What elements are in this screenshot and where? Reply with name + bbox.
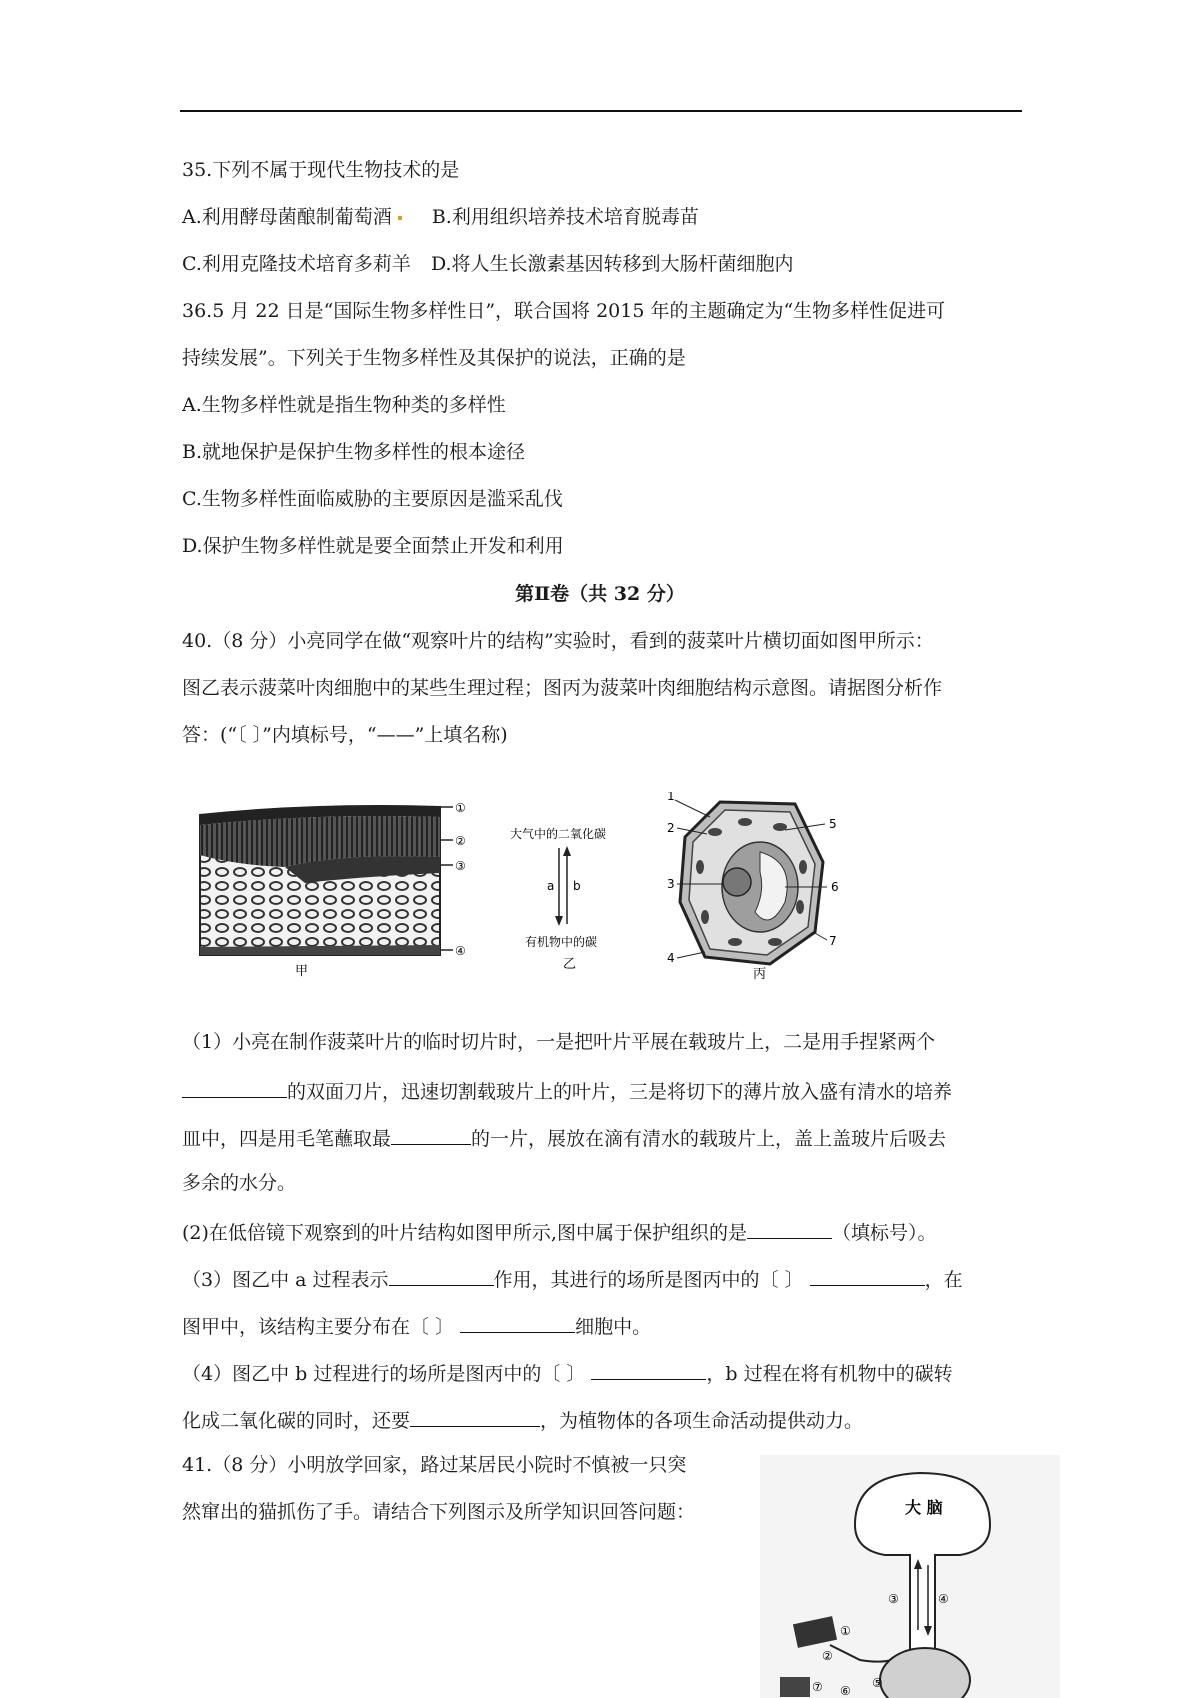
q40-intro-line3: 答：(“〔 〕”内填标号，“——”上填名称) bbox=[182, 724, 508, 746]
speck-mark bbox=[398, 216, 402, 220]
q40-p2 bbox=[182, 1218, 936, 1245]
figure-yi-carbon-process bbox=[505, 820, 640, 970]
reflex-label-4: ④ bbox=[938, 1592, 949, 1606]
jia-label-2: ② bbox=[455, 834, 466, 848]
yi-label-b: b bbox=[573, 879, 581, 893]
brain-label: 大 脑 bbox=[905, 1498, 943, 1517]
q40-intro-line2: 图乙表示菠菜叶肉细胞中的某些生理过程；图丙为菠菜叶肉细胞结构示意图。请据图分析作 bbox=[182, 677, 943, 699]
arrow-up-icon bbox=[563, 846, 571, 856]
q40-p4-start: （4）图乙中 b 过程进行的场所是图丙中的〔 〕 bbox=[182, 1363, 586, 1385]
figure-reflex-arc bbox=[760, 1455, 1060, 1698]
q40-p1-line4: 多余的水分。 bbox=[182, 1172, 297, 1194]
figure-bing-plant-cell bbox=[665, 792, 850, 982]
yi-top-label: 大气中的二氧化碳 bbox=[510, 827, 607, 841]
q40-p3-end: ，在 bbox=[924, 1269, 963, 1291]
q35-option-a: A.利用酵母菌酿制葡萄酒 bbox=[182, 206, 392, 228]
q36-option-b: B.就地保护是保护生物多样性的根本途径 bbox=[182, 441, 526, 463]
q40-p4-line2-end: ，为植物体的各项生命活动提供动力。 bbox=[540, 1410, 864, 1432]
q40-p3-mid: 作用，其进行的场所是图丙中的〔 〕 bbox=[493, 1269, 804, 1291]
q40-p1-line3-start: 皿中，四是用毛笔蘸取最 bbox=[182, 1128, 392, 1150]
bing-label-2: 2 bbox=[667, 821, 675, 835]
yi-caption: 乙 bbox=[563, 957, 577, 970]
q40-p2-start: (2)在低倍镜下观察到的叶片结构如图甲所示,图中属于保护组织的是 bbox=[182, 1222, 747, 1244]
reflex-label-5: ⑤ bbox=[872, 1676, 883, 1690]
q36-stem-line2: 持续发展”。下列关于生物多样性及其保护的说法，正确的是 bbox=[182, 347, 686, 369]
q40-p3-line2-start: 图甲中，该结构主要分布在〔 〕 bbox=[182, 1316, 455, 1338]
q41-stem-line1: 41.（8 分）小明放学回家，路过某居民小院时不慎被一只突 bbox=[182, 1454, 687, 1476]
q35-option-b: B.利用组织培养技术培育脱毒苗 bbox=[431, 206, 699, 228]
q36-option-a: A.生物多样性就是指生物种类的多样性 bbox=[182, 394, 506, 416]
bing-label-7: 7 bbox=[829, 934, 837, 948]
figure-jia-leaf-section bbox=[195, 795, 485, 980]
bing-label-4: 4 bbox=[667, 951, 675, 965]
reflex-label-3: ③ bbox=[888, 1592, 899, 1606]
q36-option-c: C.生物多样性面临威胁的主要原因是滥采乱伐 bbox=[182, 488, 563, 510]
q40-p2-end: （填标号）。 bbox=[831, 1222, 937, 1244]
q40-p4-line2 bbox=[182, 1406, 863, 1433]
q35-options-ab bbox=[182, 205, 699, 229]
q40-p3-line1 bbox=[182, 1265, 963, 1292]
q40-p3-line2 bbox=[182, 1312, 651, 1339]
jia-caption: 甲 bbox=[295, 964, 309, 979]
q40-intro-line1: 40.（8 分）小亮同学在做“观察叶片的结构”实验时，看到的菠菜叶片横切面如图甲所示： bbox=[182, 630, 934, 652]
q40-p4-line1 bbox=[182, 1359, 953, 1386]
q40-p4-line2-start: 化成二氧化碳的同时，还要 bbox=[182, 1410, 411, 1432]
yi-bottom-label: 有机物中的碳 bbox=[525, 935, 598, 949]
header-rule bbox=[180, 110, 1022, 112]
q40-p1-line2 bbox=[182, 1077, 952, 1104]
answer-blank[interactable] bbox=[182, 1077, 287, 1098]
bing-label-1: 1 bbox=[667, 792, 675, 803]
bing-label-3: 3 bbox=[667, 877, 675, 891]
bing-label-6: 6 bbox=[831, 880, 839, 894]
reflex-label-7: ⑦ bbox=[812, 1680, 823, 1694]
bing-label-5: 5 bbox=[829, 817, 837, 831]
q36-option-d: D.保护生物多样性就是要全面禁止开发和利用 bbox=[182, 535, 564, 557]
q40-p4-end: ，b 过程在将有机物中的碳转 bbox=[706, 1363, 953, 1385]
q40-p1-line2-text: 的双面刀片，迅速切割载玻片上的叶片，三是将切下的薄片放入盛有清水的培养 bbox=[287, 1081, 953, 1103]
answer-blank[interactable] bbox=[410, 1406, 540, 1427]
q35-stem: 35.下列不属于现代生物技术的是 bbox=[182, 159, 460, 181]
reflex-label-2: ② bbox=[822, 1649, 833, 1663]
reflex-label-1: ① bbox=[840, 1624, 851, 1638]
q40-p1-line1: （1）小亮在制作菠菜叶片的临时切片时，一是把叶片平展在载玻片上，二是用手捏紧两个 bbox=[182, 1031, 936, 1053]
jia-label-3: ③ bbox=[455, 859, 466, 873]
q35-option-d: D.将人生长激素基因转移到大肠杆菌细胞内 bbox=[430, 253, 794, 275]
answer-blank[interactable] bbox=[391, 1124, 471, 1145]
answer-blank[interactable] bbox=[389, 1265, 494, 1286]
answer-blank[interactable] bbox=[591, 1359, 706, 1380]
q40-p1-line3 bbox=[182, 1124, 946, 1151]
yi-label-a: a bbox=[547, 879, 555, 893]
jia-label-1: ① bbox=[455, 801, 466, 815]
reflex-label-6: ⑥ bbox=[840, 1684, 851, 1698]
jia-label-4: ④ bbox=[455, 944, 466, 958]
arrow-down-icon bbox=[555, 916, 563, 926]
q40-p3-line2-end: 细胞中。 bbox=[575, 1316, 652, 1338]
answer-blank[interactable] bbox=[460, 1312, 575, 1333]
answer-blank[interactable] bbox=[810, 1265, 925, 1286]
section-title: 第Ⅱ卷（共 32 分） bbox=[515, 583, 685, 605]
q40-p1-line3-end: 的一片，展放在滴有清水的载玻片上，盖上盖玻片后吸去 bbox=[471, 1128, 947, 1150]
q40-p3-start: （3）图乙中 a 过程表示 bbox=[182, 1269, 389, 1291]
q41-stem-line2: 然窜出的猫抓伤了手。请结合下列图示及所学知识回答问题： bbox=[182, 1501, 696, 1523]
q36-stem-line1: 36.5 月 22 日是“国际生物多样性日”，联合国将 2015 年的主题确定为“生物多样性促进可 bbox=[182, 300, 946, 322]
answer-blank[interactable] bbox=[747, 1218, 832, 1239]
q35-option-c: C.利用克隆技术培育多莉羊 bbox=[182, 253, 411, 275]
q35-options-cd bbox=[182, 252, 794, 276]
bing-caption: 丙 bbox=[753, 967, 767, 982]
